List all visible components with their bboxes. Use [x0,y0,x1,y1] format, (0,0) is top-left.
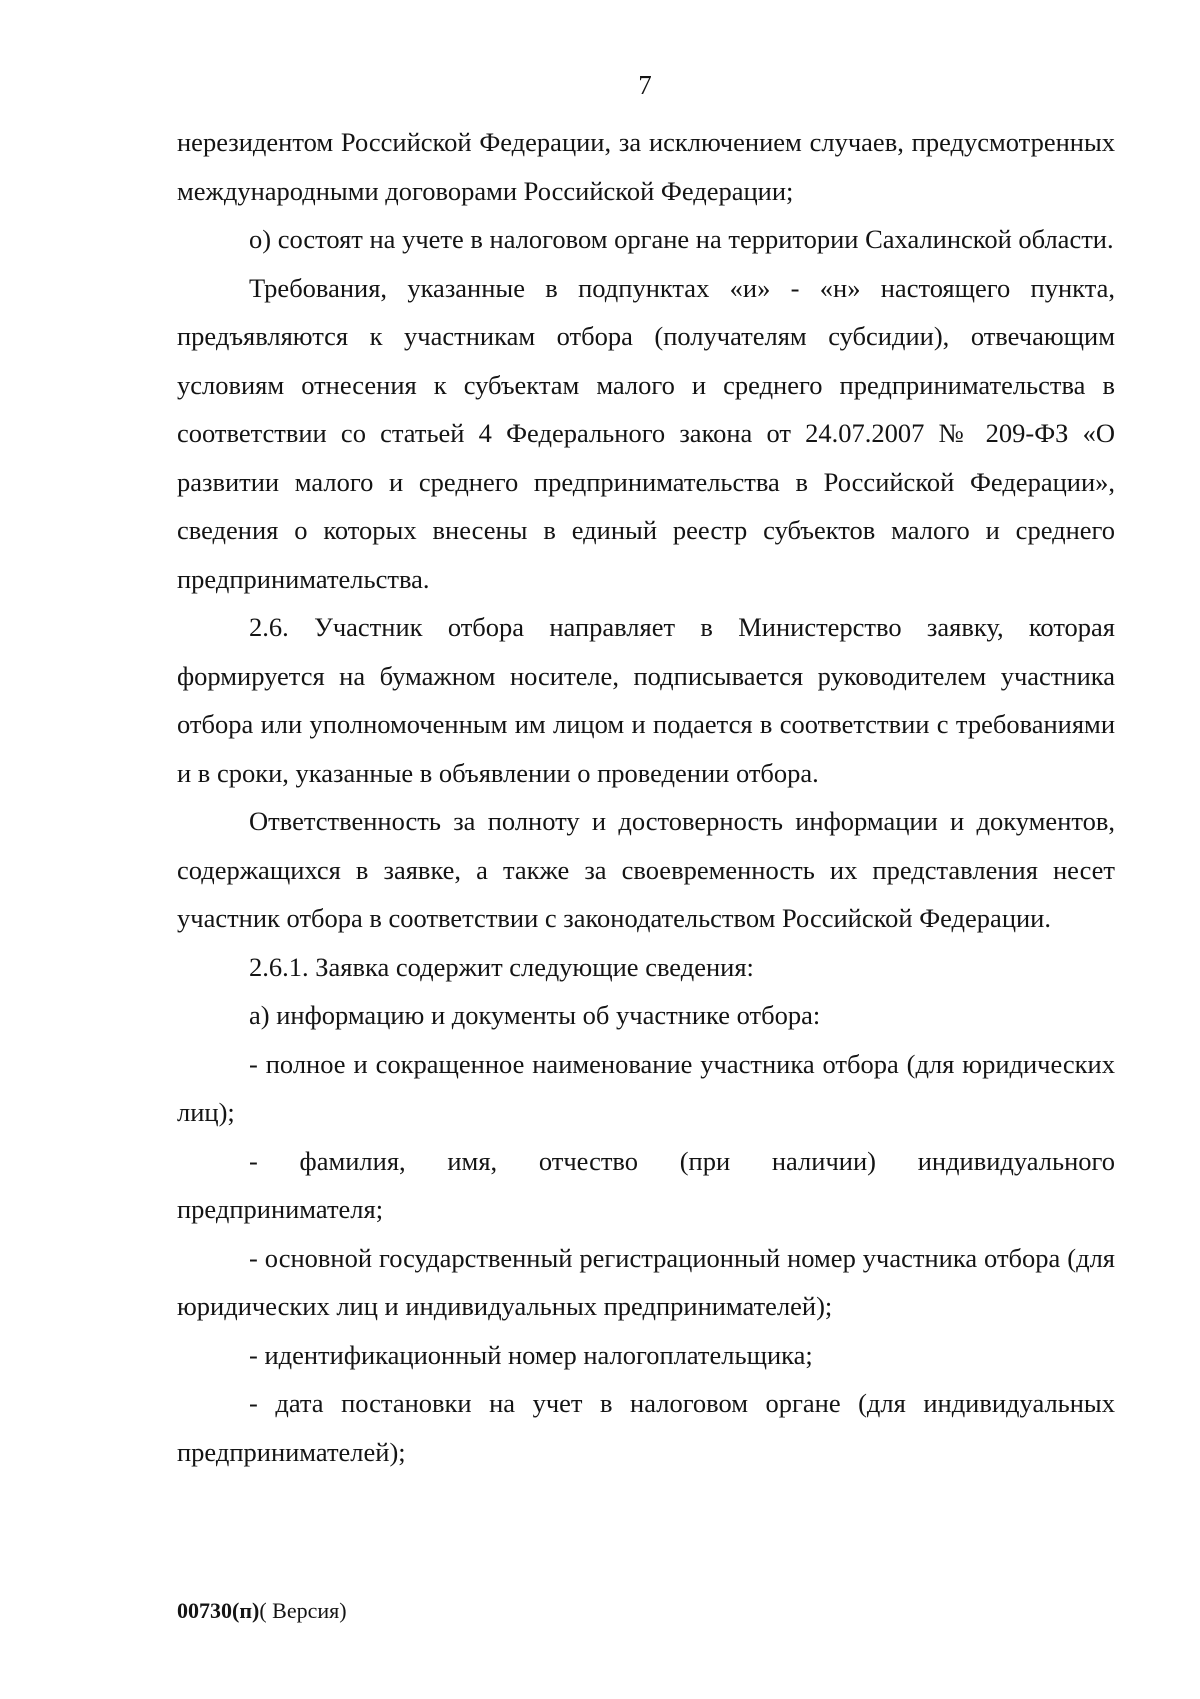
paragraph: - дата постановки на учет в налоговом органе (для индивидуальных предпринимателей); [177,1388,1115,1467]
paragraph: - полное и сокращенное наименование участника отбора (для юридических лиц); [177,1048,1115,1127]
paragraph: Требования, указанные в подпунктах «и» - «н» настоящего пункта, предъявляются к участникам отбора (получателям субсидии), отвечающим условиям отнесения к субъектам малого и среднего предпринимательства в соответствии со статьей 4 Федерального закона от 24.07.2007 № 209-ФЗ «О развитии малого и среднего предпринимательства в Российской Федерации», сведения о которых внесены в единый реестр субъектов малого и среднего предпринимательства. [177,272,1115,594]
paragraph: 2.6.1. Заявка содержит следующие сведения: [249,951,754,982]
paragraph: о) состоят на учете в налоговом органе на территории Сахалинской области. [249,224,1114,254]
paragraph: - идентификационный номер налогоплательщика; [249,1339,813,1370]
document-footer [177,1598,347,1624]
document-version: ( Версия) [259,1598,347,1623]
paragraph: Ответственность за полноту и достоверность информации и документов, содержащихся в заявке, а также за своевременность их представления несет участник отбора в соответствии с законодательством Российской Федерации. [177,806,1115,933]
page-number: 7 [638,70,652,100]
paragraph: а) информацию и документы об участнике отбора: [249,1000,821,1030]
paragraph: нерезидентом Российской Федерации, за исключением случаев, предусмотренных международными договорами Российской Федерации; [177,127,1115,206]
paragraph: - фамилия, имя, отчество (при наличии) индивидуального предпринимателя; [177,1145,1115,1224]
paragraph: - основной государственный регистрационный номер участника отбора (для юридических лиц и индивидуальных предпринимателей); [177,1242,1115,1321]
paragraph: 2.6. Участник отбора направляет в Министерство заявку, которая формируется на бумажном носителе, подписывается руководителем участника отбора или уполномоченным им лицом и подается в соответствии с требованиями и в сроки, указанные в объявлении о проведении отбора. [177,612,1115,788]
document-body [177,118,1115,1476]
document-code: 00730(п) [177,1598,260,1623]
